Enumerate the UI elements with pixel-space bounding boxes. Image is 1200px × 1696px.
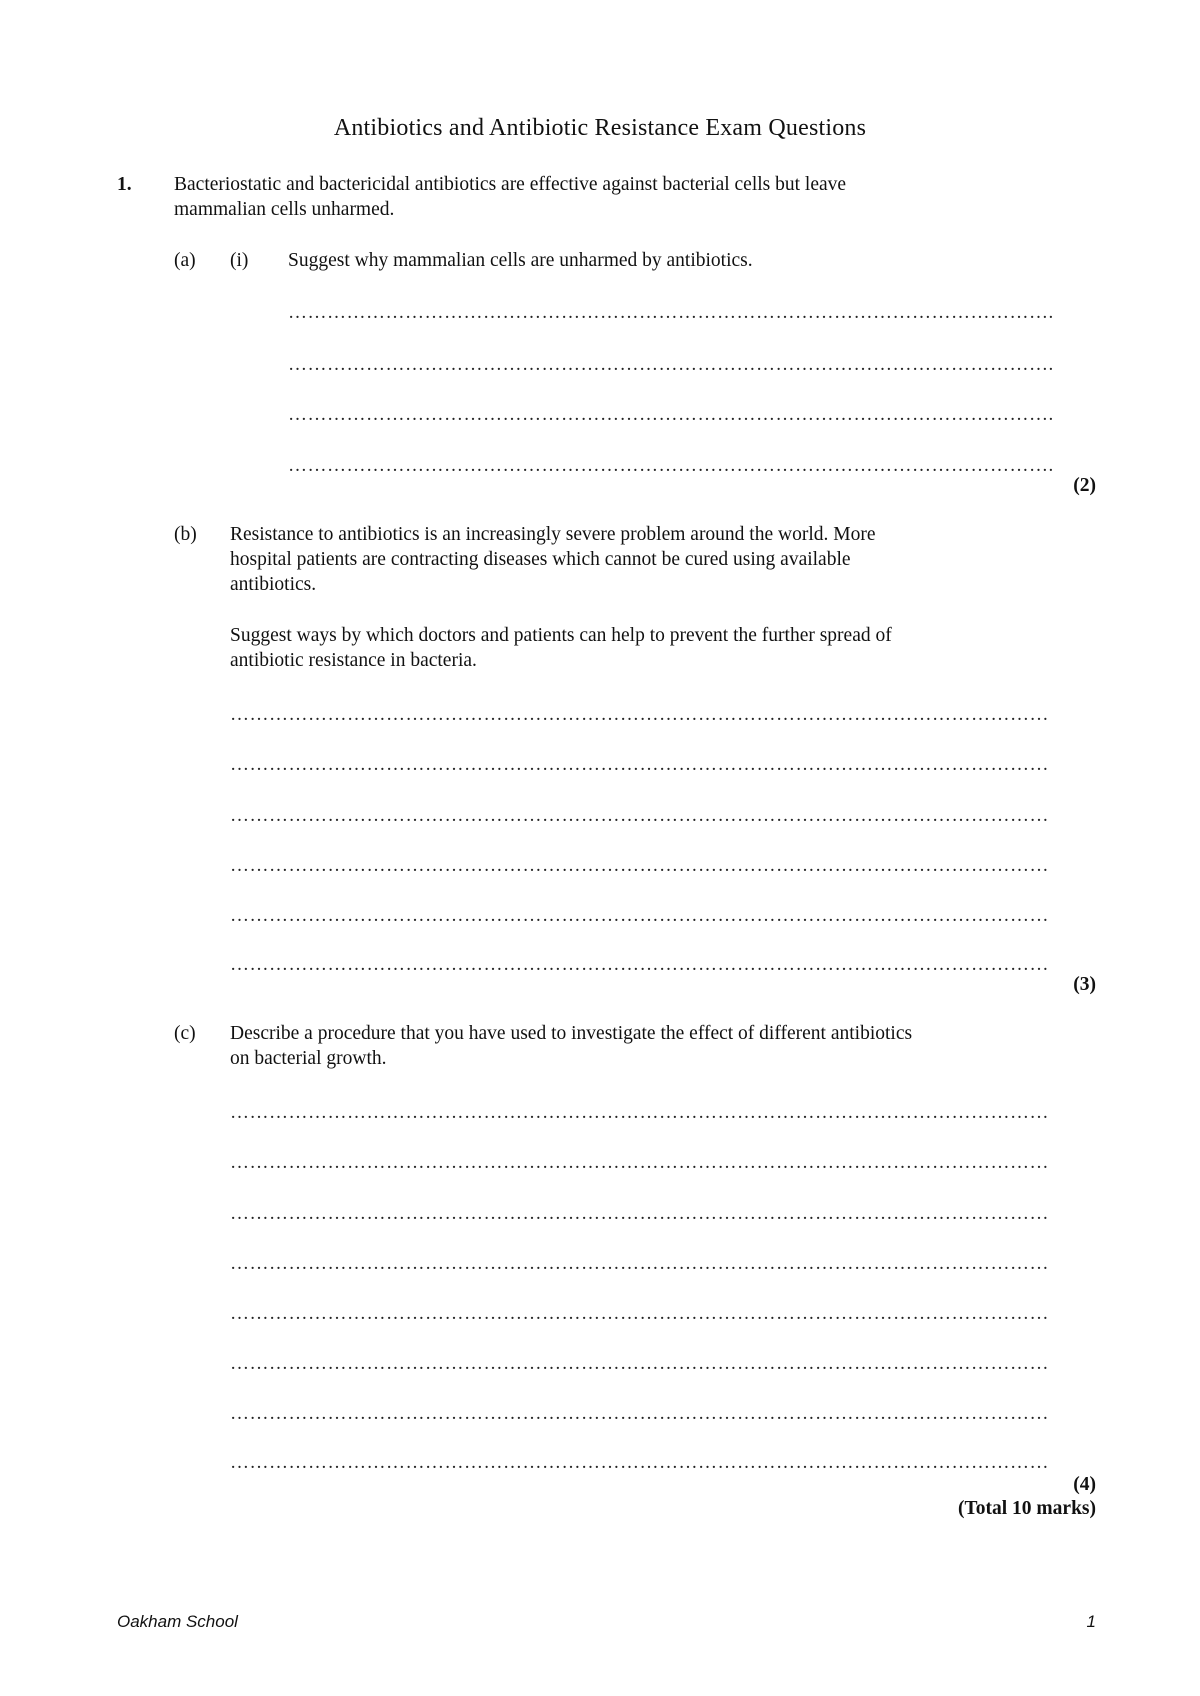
part-b-context-line: antibiotics. xyxy=(230,574,317,595)
question-stem-line: mammalian cells unharmed. xyxy=(174,199,395,220)
part-c-label: (c) xyxy=(174,1023,196,1044)
answer-line[interactable]: ……………………………………………………………………………………………………………… xyxy=(230,1403,1049,1424)
answer-line[interactable]: ……………………………………………………………………………………………………………… xyxy=(230,1253,1049,1274)
answer-line[interactable]: ……………………………………………………………………………………………………………… xyxy=(230,1452,1049,1473)
part-b-prompt-line: antibiotic resistance in bacteria. xyxy=(230,650,477,671)
answer-line[interactable]: ……………………………………………………………………………………………………………… xyxy=(230,754,1049,775)
part-b-label: (b) xyxy=(174,524,197,545)
footer-school: Oakham School xyxy=(117,1612,238,1631)
answer-line[interactable]: ………………………………………………………………………………………………………. xyxy=(288,302,1054,323)
question-number: 1. xyxy=(117,174,132,195)
part-b-prompt xyxy=(230,623,1050,673)
answer-line[interactable]: ………………………………………………………………………………………………………. xyxy=(288,354,1054,375)
part-b-context xyxy=(230,522,1050,597)
answer-line[interactable]: ……………………………………………………………………………………………………………… xyxy=(230,805,1049,826)
question-stem-line: Bacteriostatic and bactericidal antibiotics are effective against bacterial cells but leave xyxy=(174,174,847,195)
marks-part-c: (4) xyxy=(1073,1474,1096,1495)
part-b-context-line: Resistance to antibiotics is an increasingly severe problem around the world. More xyxy=(230,524,876,545)
answer-line[interactable]: ……………………………………………………………………………………………………………… xyxy=(230,855,1049,876)
answer-line[interactable]: ………………………………………………………………………………………………………. xyxy=(288,455,1054,476)
part-a-sublabel: (i) xyxy=(230,250,249,271)
answer-line[interactable]: ………………………………………………………………………………………………………. xyxy=(288,404,1054,425)
answer-line[interactable]: ……………………………………………………………………………………………………………… xyxy=(230,1102,1049,1123)
part-a-label: (a) xyxy=(174,250,196,271)
part-c-prompt-line: on bacterial growth. xyxy=(230,1048,387,1069)
total-marks: (Total 10 marks) xyxy=(958,1498,1096,1519)
marks-part-b: (3) xyxy=(1073,974,1096,995)
part-b-context-line: hospital patients are contracting diseases which cannot be cured using available xyxy=(230,549,851,570)
answer-line[interactable]: ……………………………………………………………………………………………………………… xyxy=(230,1152,1049,1173)
answer-line[interactable]: ……………………………………………………………………………………………………………… xyxy=(230,1353,1049,1374)
part-c-prompt-line: Describe a procedure that you have used to investigate the effect of different antibiotics xyxy=(230,1023,913,1044)
marks-part-a: (2) xyxy=(1073,475,1096,496)
answer-line[interactable]: ……………………………………………………………………………………………………………… xyxy=(230,905,1049,926)
answer-line[interactable]: ……………………………………………………………………………………………………………… xyxy=(230,954,1049,975)
answer-line[interactable]: ……………………………………………………………………………………………………………… xyxy=(230,1203,1049,1224)
part-a-prompt: Suggest why mammalian cells are unharmed by antibiotics. xyxy=(288,250,753,271)
answer-line[interactable]: ……………………………………………………………………………………………………………… xyxy=(230,1303,1049,1324)
footer-page-number: 1 xyxy=(1086,1612,1096,1631)
answer-line[interactable]: ……………………………………………………………………………………………………………… xyxy=(230,704,1049,725)
part-b-prompt-line: Suggest ways by which doctors and patients can help to prevent the further spread of xyxy=(230,625,892,646)
question-stem xyxy=(174,172,1054,222)
part-c-prompt xyxy=(230,1021,1070,1071)
document-title: Antibiotics and Antibiotic Resistance Exam Questions xyxy=(333,115,867,141)
